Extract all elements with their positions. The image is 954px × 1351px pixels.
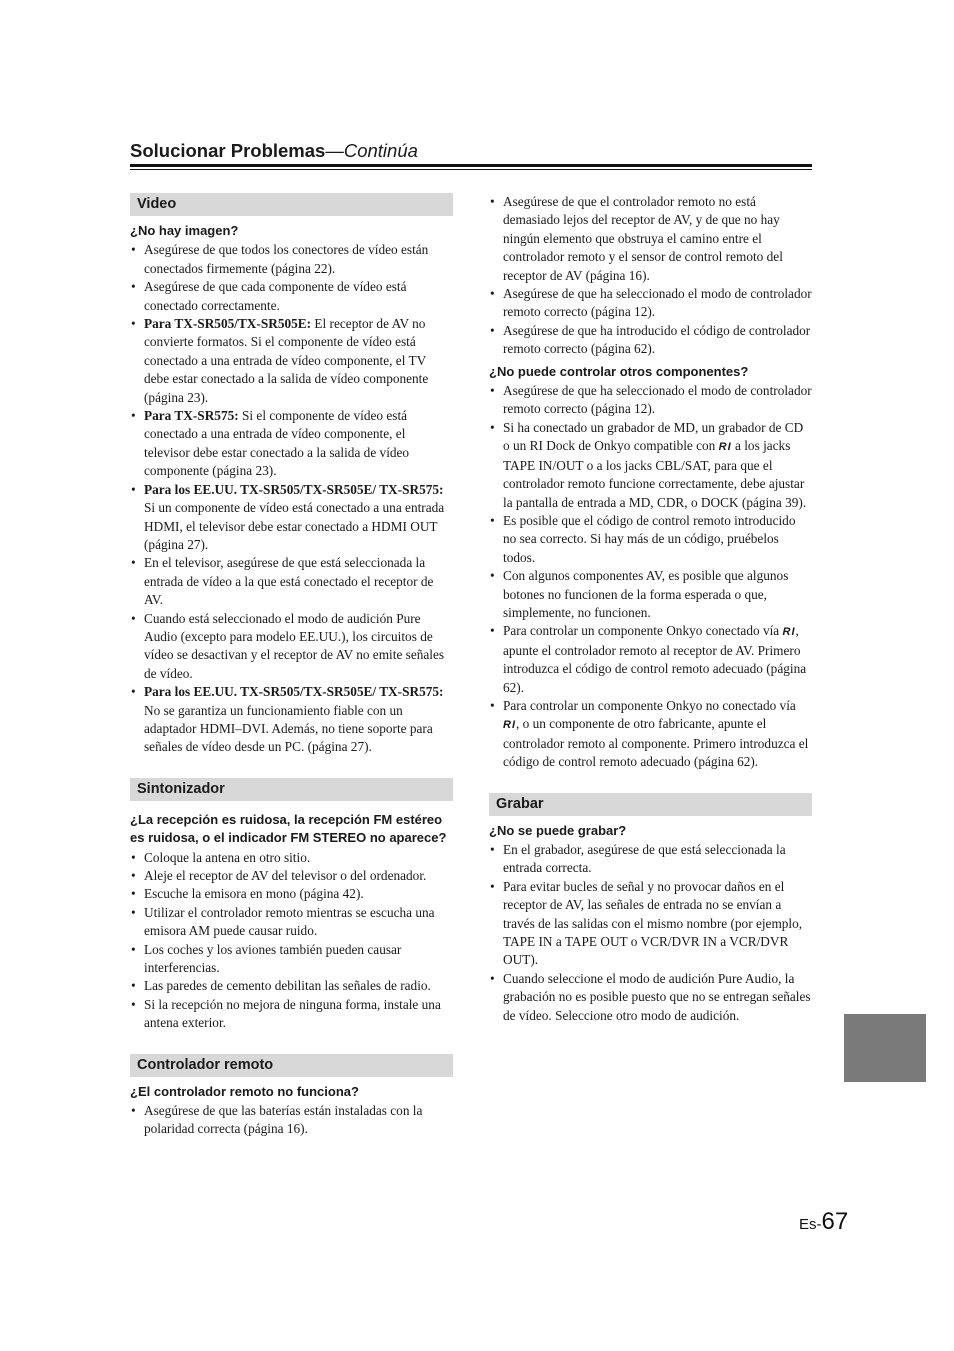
section-heading-video: Video <box>130 193 453 216</box>
question-remote-not-working: ¿El controlador remoto no funciona? <box>130 1083 359 1099</box>
ri-logo-icon: RI <box>503 719 516 732</box>
list-item: • Aleje el receptor de AV del televisor o del ordenador. <box>130 867 453 885</box>
remote-bullet-list-2 <box>489 193 812 359</box>
video-bullet-list <box>130 241 453 756</box>
list-item: • Con algunos componentes AV, es posible que algunos botones no funcionen de la forma esperada o que, simplemente, no funcionen. <box>489 567 812 622</box>
list-item: • Para controlar un componente Onkyo no conectado vía RI, o un componente de otro fabricante, apunte el controlador remoto al componente. Primero introduzca el código de control remoto adecuado (página 62). <box>489 697 812 772</box>
header-rule-thin <box>130 169 812 170</box>
page-title-continued: —Continúa <box>325 140 418 161</box>
page-title-main: Solucionar Problemas <box>130 140 326 161</box>
section-heading-remoto: Controlador remoto <box>130 1054 453 1077</box>
list-item: • Asegúrese de que el controlador remoto no está demasiado lejos del receptor de AV, y de que no hay ningún elemento que obstruya el camino entre el controlador remoto y el sensor de control remoto del receptor de AV (página 16). <box>489 193 812 285</box>
page-number-prefix: Es- <box>799 1216 822 1233</box>
question-other-components: ¿No puede controlar otros componentes? <box>489 363 749 379</box>
list-item: • Para los EE.UU. TX-SR505/TX-SR505E/ TX-SR575: No se garantiza un funcionamiento fiable con un adaptador HDMI–DVI. Además, no tiene soporte para señales de vídeo desde un PC. (página 27). <box>130 683 453 757</box>
ri-logo-icon: RI <box>782 626 796 639</box>
page-header <box>130 140 812 162</box>
list-item: • Es posible que el código de control remoto introducido no sea correcto. Si hay más de un código, pruébelos todos. <box>489 512 812 567</box>
list-item: • Asegúrese de que todos los conectores de vídeo están conectados firmemente (página 22). <box>130 241 453 278</box>
ri-logo-icon: RI <box>718 441 732 454</box>
list-item: • Si ha conectado un grabador de MD, un grabador de CD o un RI Dock de Onkyo compatible con RI a los jacks TAPE IN/OUT o a los jacks CBL/SAT, para que el controlador remoto funcione correctamente, debe ajustar la pantalla de entrada a MD, CDR, o DOCK (página 39). <box>489 419 812 512</box>
right-column <box>489 193 812 1025</box>
list-item: • Asegúrese de que ha seleccionado el modo de controlador remoto correcto (página 12). <box>489 285 812 322</box>
tuner-bullet-list <box>130 849 453 1033</box>
header-rule-thick <box>130 164 812 167</box>
question-no-image: ¿No hay imagen? <box>130 223 239 238</box>
list-item: • Si la recepción no mejora de ninguna forma, instale una antena exterior. <box>130 996 453 1033</box>
question-cannot-record: ¿No se puede grabar? <box>489 822 627 838</box>
list-item: • Cuando seleccione el modo de audición Pure Audio, la grabación no es posible puesto que no se entregan señales de vídeo. Seleccione otro modo de audición. <box>489 970 812 1025</box>
list-item: • En el grabador, asegúrese de que está seleccionada la entrada correcta. <box>489 841 812 878</box>
list-item: • Asegúrese de que las baterías están instaladas con la polaridad correcta (página 16). <box>130 1102 453 1139</box>
list-item: • Para los EE.UU. TX-SR505/TX-SR505E/ TX-SR575: Si un componente de vídeo está conectado a una entrada HDMI, el televisor debe estar conectado a HDMI OUT (página 27). <box>130 481 453 555</box>
page-number <box>799 1208 848 1236</box>
list-item: • Las paredes de cemento debilitan las señales de radio. <box>130 977 453 995</box>
chapter-tab <box>844 1014 926 1082</box>
list-item: • Para TX-SR505/TX-SR505E: El receptor de AV no convierte formatos. Si el componente de vídeo está conectado a una entrada de vídeo componente, el TV debe estar conectado a la salida de vídeo componente (página 23). <box>130 315 453 407</box>
list-item: • Asegúrese de que ha seleccionado el modo de controlador remoto correcto (página 12). <box>489 382 812 419</box>
page-title <box>130 140 812 162</box>
list-item: • Utilizar el controlador remoto mientras se escucha una emisora AM puede causar ruido. <box>130 904 453 941</box>
remote-bullet-list-3 <box>489 382 812 772</box>
list-item: • Para controlar un componente Onkyo conectado vía RI, apunte el controlador remoto al receptor de AV. Primero introduzca el código de control remoto adecuado (página 62). <box>489 622 812 697</box>
section-heading-sintonizador: Sintonizador <box>130 778 453 801</box>
remote-bullet-list-1 <box>130 1102 453 1139</box>
list-item: • Asegúrese de que ha introducido el código de controlador remoto correcto (página 62). <box>489 322 812 359</box>
left-column <box>130 193 453 1139</box>
question-fm-reception: ¿La recepción es ruidosa, la recepción FM estéreo es ruidosa, o el indicador FM STEREO no aparece? <box>130 811 447 846</box>
list-item: • En el televisor, asegúrese de que está seleccionada la entrada de vídeo a la que está conectado el receptor de AV. <box>130 554 453 609</box>
list-item: • Asegúrese de que cada componente de vídeo está conectado correctamente. <box>130 278 453 315</box>
list-item: • Cuando está seleccionado el modo de audición Pure Audio (excepto para modelo EE.UU.), los circuitos de vídeo se desactivan y el receptor de AV no emite señales de vídeo. <box>130 610 453 684</box>
record-bullet-list <box>489 841 812 1025</box>
list-item: • Para TX-SR575: Si el componente de vídeo está conectado a una entrada de vídeo componente, el televisor debe estar conectado a la salida de vídeo componente (página 23). <box>130 407 453 481</box>
list-item: • Para evitar bucles de señal y no provocar daños en el receptor de AV, las señales de entrada no se envían a través de las salidas con el mismo nombre (por ejemplo, TAPE IN a TAPE OUT o VCR/DVR IN a VCR/DVR OUT). <box>489 878 812 970</box>
list-item: • Coloque la antena en otro sitio. <box>130 849 453 867</box>
page-number-value: 67 <box>821 1208 849 1235</box>
list-item: • Los coches y los aviones también pueden causar interferencias. <box>130 941 453 978</box>
section-heading-grabar: Grabar <box>489 793 812 816</box>
list-item: • Escuche la emisora en mono (página 42). <box>130 885 453 903</box>
